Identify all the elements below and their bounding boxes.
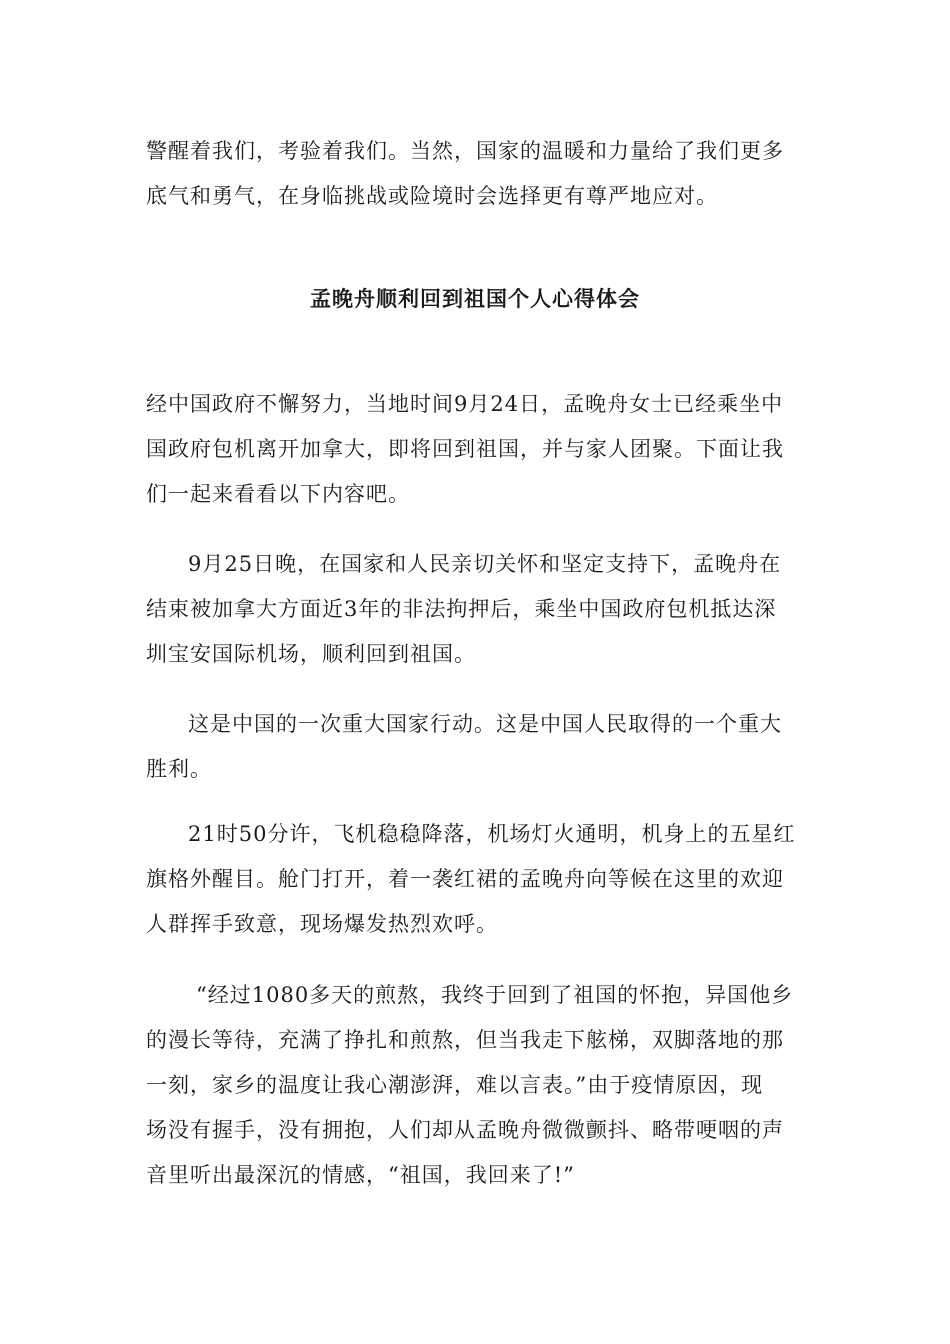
document-title: 孟晚舟顺利回到祖国个人心得体会 — [310, 286, 640, 311]
quote-paragraph: “经过1080多天的煎熬，我终于回到了祖国的怀抱，异国他乡 的漫长等待，充满了挣扎和煎熬，但当我走下舷梯，双脚落地的那 一刻，家乡的温度让我心潮澎湃，难以言表。”由于疫情原因，现 场没有握手，没有拥抱，人们却从孟晚舟微微颤抖、略带哽咽的声 音里听出最深沉的情感，“祖国，我回来了!” — [146, 983, 794, 1187]
carryover-paragraph: 警醒着我们，考验着我们。当然，国家的温暖和力量给了我们更多 底气和勇气，在身临挑战或险境时会选择更有尊严地应对。 — [146, 139, 784, 208]
intro-paragraph: 经中国政府不懈努力，当地时间9月24日，孟晚舟女士已经乘坐中 国政府包机离开加拿大，即将回到祖国，并与家人团聚。下面让我 们一起来看看以下内容吧。 — [146, 392, 784, 506]
landing-paragraph: 21时50分许，飞机稳稳降落，机场灯火通明，机身上的五星红 旗格外醒目。舱门打开，着一袭红裙的孟晚舟向等候在这里的欢迎 人群挥手致意，现场爆发热烈欢呼。 — [146, 822, 796, 936]
national-action-paragraph: 这是中国的一次重大国家行动。这是中国人民取得的一个重大 胜利。 — [146, 712, 782, 781]
arrival-paragraph: 9月25日晚，在国家和人民亲切关怀和坚定支持下，孟晚舟在 结束被加拿大方面近3年的非法拘押后，乘坐中国政府包机抵达深 圳宝安国际机场，顺利回到祖国。 — [146, 552, 782, 666]
